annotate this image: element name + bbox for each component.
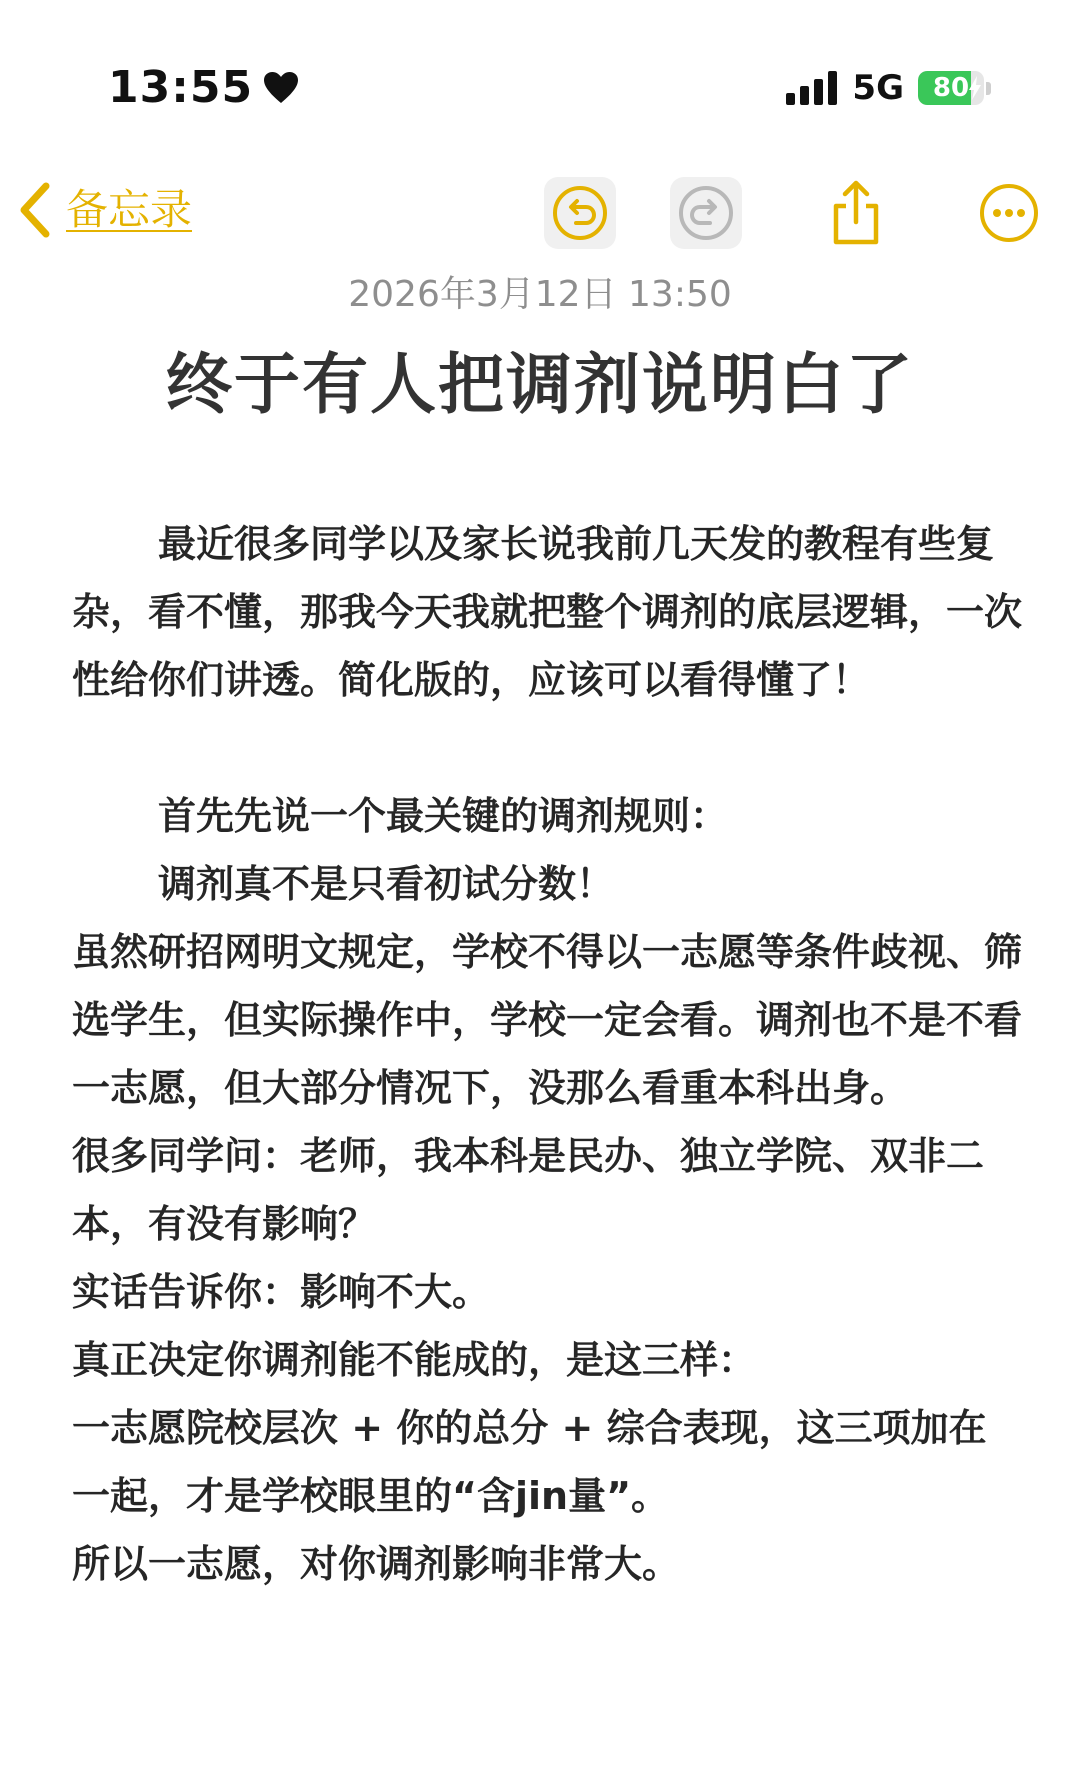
note-paragraph: 所以一志愿，对你调剂影响非常大。 [72,1542,681,1586]
time-group [108,60,299,116]
battery-level-text: 80 [932,73,970,103]
redo-icon [676,183,736,243]
more-button[interactable] [973,177,1045,249]
note-paragraph: 最近很多同学以及家长说我前几天发的教程有些复杂，看不懂，那我今天我就把整个调剂的底层逻辑，一次性给你们讲透。简化版的，应该可以看得懂了！ [72,522,1023,702]
undo-icon [550,183,610,243]
back-button[interactable] [18,180,192,240]
note-date: 2026年3月12日 13:50 [348,274,732,315]
heart-icon [263,71,299,105]
undo-button[interactable] [544,177,616,249]
cellular-signal-icon [786,71,838,105]
note-paragraph: 一志愿院校层次 + 你的总分 + 综合表现，这三项加在一起，才是学校眼里的“含jin量”。 [72,1406,987,1518]
network-type: 5G [852,68,904,108]
note-paragraph: 实话告诉你：影响不大。 [72,1270,491,1314]
status-bar [0,0,1080,150]
battery-cap [986,82,991,95]
back-label: 备忘录 [66,185,193,234]
note-paragraph: 虽然研招网明文规定，学校不得以一志愿等条件歧视、筛选学生，但实际操作中，学校一定会看。调剂也不是不看一志愿，但大部分情况下，没那么看重本科出身。 [72,930,1023,1110]
battery-body [918,71,984,105]
status-time: 13:55 [108,62,254,113]
back-chevron-icon [18,182,52,238]
note-paragraph: 真正决定你调剂能不能成的，是这三样： [72,1338,757,1382]
battery-indicator [918,70,992,106]
charging-bolt-icon [968,76,982,104]
redo-button[interactable] [670,177,742,249]
note-paragraph: 调剂真不是只看初试分数！ [158,862,615,906]
note-body[interactable] [72,510,1022,1598]
nav-bar [0,170,1080,270]
blank-line [72,714,1022,782]
note-paragraph: 首先先说一个最关键的调剂规则： [158,794,729,838]
share-button[interactable] [820,177,892,249]
share-icon [826,180,886,246]
note-title[interactable]: 终于有人把调剂说明白了 [166,346,914,423]
more-icon [978,182,1040,244]
note-paragraph: 很多同学问：老师，我本科是民办、独立学院、双非二本，有没有影响？ [72,1134,985,1246]
status-indicators [786,66,992,110]
